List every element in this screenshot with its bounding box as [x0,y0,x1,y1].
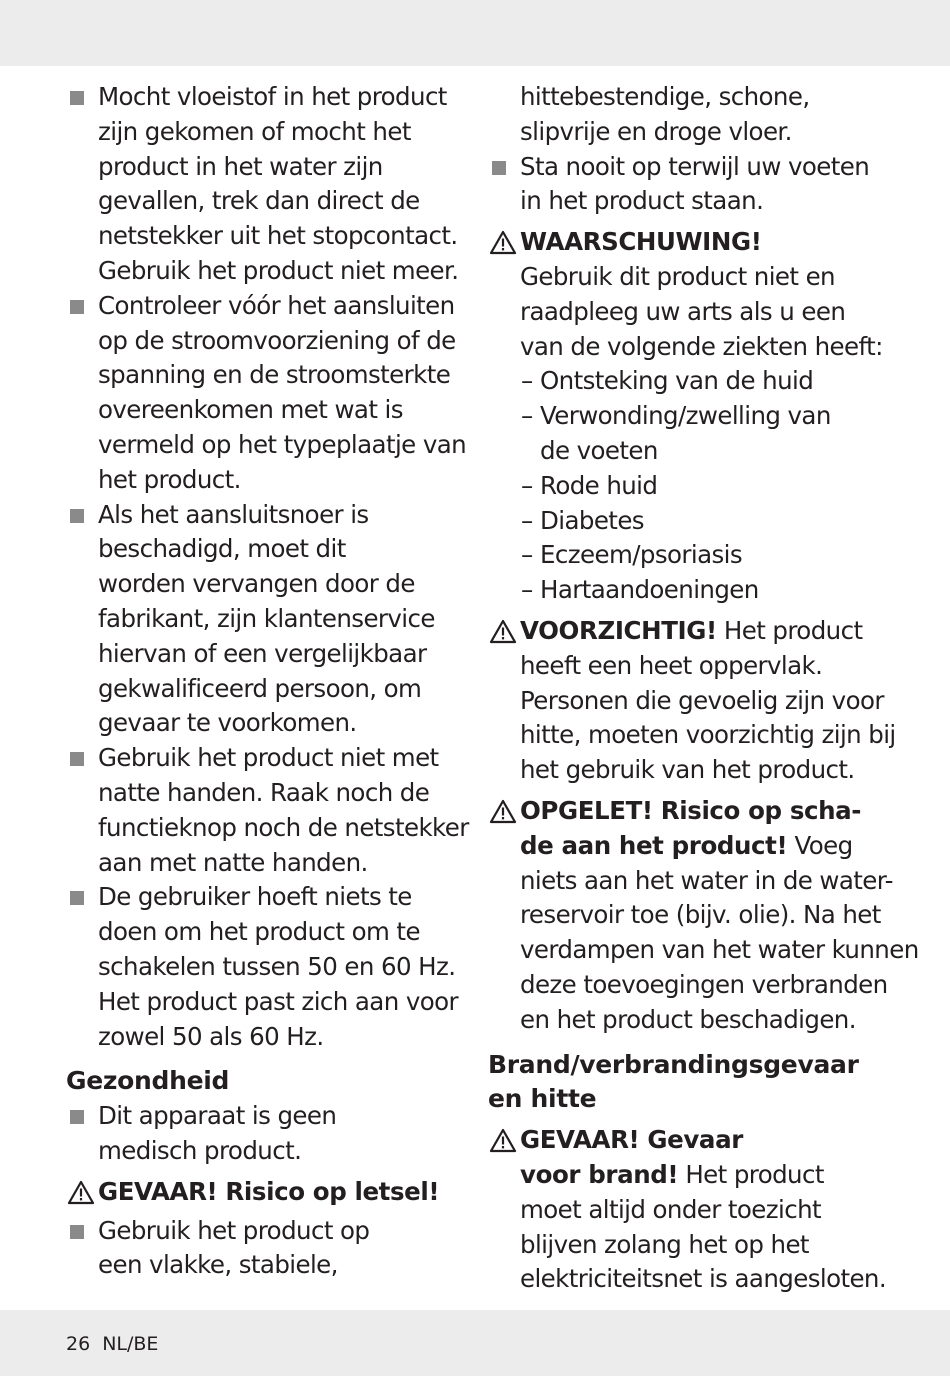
dash-marker: – [521,575,533,605]
danger-fire-label-line-1: GEVAAR! Gevaar [520,1125,743,1155]
dash-marker: – [521,366,533,396]
caution-line: heeft een heet oppervlak. [520,650,823,680]
bullet-line: op de stroomvoorziening of de [98,325,456,355]
bullet-line: Als het aansluitsnoer is [98,499,369,529]
feet-bullet-slot [488,150,888,220]
notice-label-line-1: OPGELET! Risico op scha- [520,795,862,825]
notice-label-line-2: de aan het product! [520,830,788,860]
bullet-line: De gebruiker hoeft niets te [98,882,412,912]
warning-line: raadpleeg uw arts als u een [520,296,846,326]
bullet-line: natte handen. Raak noch de [98,777,430,807]
bullet-item [66,80,458,289]
danger-fire-text [520,1193,888,1297]
bullet-item [66,741,469,880]
notice-line: niets aan het water in de water- [520,865,893,895]
dash-marker: – [521,505,533,535]
caution-label: VOORZICHTIG! [520,615,717,645]
dash-marker: – [521,470,533,500]
bullet-line: Het product past zich aan voor [98,986,458,1016]
condition-item [488,469,888,504]
danger-injury-block [66,1175,458,1210]
bullet-item [66,1099,458,1169]
square-bullet-icon [70,300,84,314]
condition-line: Eczeem/psoriasis [540,540,743,570]
heading-fire-line-2: en hitte [488,1084,597,1114]
danger-fire-rest: Het product [678,1159,824,1189]
warning-triangle-icon [489,619,517,644]
page-locale: NL/BE [102,1333,159,1355]
square-bullet-icon [70,891,84,905]
warning-text [520,260,888,364]
warning-triangle-icon [489,799,517,824]
bullet-line: schakelen tussen 50 en 60 Hz. [98,951,456,981]
section-heading-health: Gezondheid [66,1066,230,1096]
caution-first-line: Het product [716,615,863,645]
bullet-line: vermeld op het typeplaatje van [98,429,467,459]
right-column [488,80,919,1297]
condition-line: Rode huid [540,470,658,500]
bullet-line: in het product staan. [520,186,764,216]
bullet-item [488,150,888,220]
bullet-item [66,289,467,498]
square-bullet-icon [70,1225,84,1239]
warning-line: Gebruik dit product niet en [520,261,835,291]
notice-line: verdampen van het water kunnen [520,935,919,965]
square-bullet-icon [70,752,84,766]
bullet-line: een vlakke, stabiele, [98,1250,338,1280]
caution-line: hitte, moeten voorzichtig zijn bij [520,720,896,750]
bullet-line: hiervan of een vergelijkbaar [98,638,427,668]
bullet-item [66,1214,458,1284]
square-bullet-icon [70,91,84,105]
page-footer [66,1333,170,1355]
caution-text [520,649,896,788]
notice-line: en het product beschadigen. [520,1004,856,1034]
warning-label: WAARSCHUWING! [520,227,762,257]
bullet-line: Mocht vloeistof in het product [98,82,447,111]
left-column [66,80,469,1283]
danger-fire-line: blijven zolang het op het [520,1229,809,1259]
notice-line: reservoir toe (bijv. olie). Na het [520,900,881,930]
notice-rest: Voeg [787,830,853,860]
bullet-line: Controleer vóór het aansluiten [98,290,455,320]
danger-fire-label-line-2: voor brand! [520,1159,679,1189]
warning-line: van de volgende ziekten heeft: [520,331,883,361]
condition-item [488,538,888,573]
condition-item [488,504,888,539]
bullet-line: aan met natte handen. [98,847,368,877]
bullet-line: hittebestendige, schone, [520,82,810,111]
bullet-line: worden vervangen door de [98,569,415,599]
bullet-line: overeenkomen met wat is [98,395,403,425]
bullet-line: Gebruik het product niet met [98,743,439,773]
condition-item [488,573,888,608]
bullet-line: zowel 50 als 60 Hz. [98,1021,324,1051]
danger-fire-block [488,1123,888,1297]
bullet-line: fabrikant, zijn klantenservice [98,603,435,633]
danger-fire-line: elektriciteitsnet is aangesloten. [520,1264,887,1294]
bullet-line: medisch product. [98,1135,302,1165]
warning-triangle-icon [67,1180,95,1205]
condition-line: Verwonding/zwelling van [540,401,831,431]
caution-line: het gebruik van het product. [520,755,855,785]
bullet-line: netstekker uit het stopcontact. [98,221,458,251]
condition-line: Ontsteking van de huid [540,366,814,396]
bullet-line: Dit apparaat is geen [98,1101,337,1131]
warning-triangle-icon [489,1128,517,1153]
condition-line: Hartaandoeningen [540,575,759,605]
page-number: 26 [66,1333,91,1355]
warning-block [488,225,888,364]
heading-fire-line-1: Brand/verbrandingsgevaar [488,1049,859,1079]
bullet-item [66,498,458,742]
square-bullet-icon [70,1110,84,1124]
floor-bullet-slot [66,1214,458,1284]
bullet-item [66,880,458,1054]
bullet-line: doen om het product om te [98,917,420,947]
square-bullet-icon [70,509,84,523]
danger-fire-line: moet altijd onder toezicht [520,1194,822,1224]
danger-injury-label: GEVAAR! Risico op letsel! [98,1176,440,1206]
bullet-line: zijn gekomen of mocht het [98,116,411,146]
bullet-line: beschadigd, moet dit [98,534,346,564]
condition-line: Diabetes [540,505,644,535]
condition-item [488,364,888,399]
bullet-line: functieknop noch de netstekker [98,812,469,842]
health-bullet-slot [66,1099,458,1169]
warning-triangle-icon [489,230,517,255]
bullet-line: gekwalificeerd persoon, om [98,673,422,703]
condition-list [488,364,888,608]
notice-block [488,794,919,1038]
bullet-line: gevaar te voorkomen. [98,708,357,738]
section-heading-fire [488,1048,888,1118]
bullet-line: Gebruik het product op [98,1215,370,1245]
notice-line: deze toevoegingen verbranden [520,969,888,999]
bullet-line: Gebruik het product niet meer. [98,255,459,285]
condition-item [488,399,888,469]
bullet-line: Sta nooit op terwijl uw voeten [520,151,870,181]
bullet-line: slipvrije en droge vloer. [520,116,792,146]
bullet-line: gevallen, trek dan direct de [98,186,420,216]
bullet-line: het product. [98,464,241,494]
floor-bullet-continuation [488,80,888,150]
condition-line: de voeten [540,435,658,465]
dash-marker: – [521,540,533,570]
square-bullet-icon [492,161,506,175]
header-band [0,0,950,66]
bullet-line: spanning en de stroomsterkte [98,360,451,390]
bullet-line: product in het water zijn [98,151,383,181]
notice-text [520,864,919,1038]
left-bullet-list [66,80,469,1054]
caution-line: Personen die gevoelig zijn voor [520,685,884,715]
caution-block [488,614,896,788]
dash-marker: – [521,401,533,431]
